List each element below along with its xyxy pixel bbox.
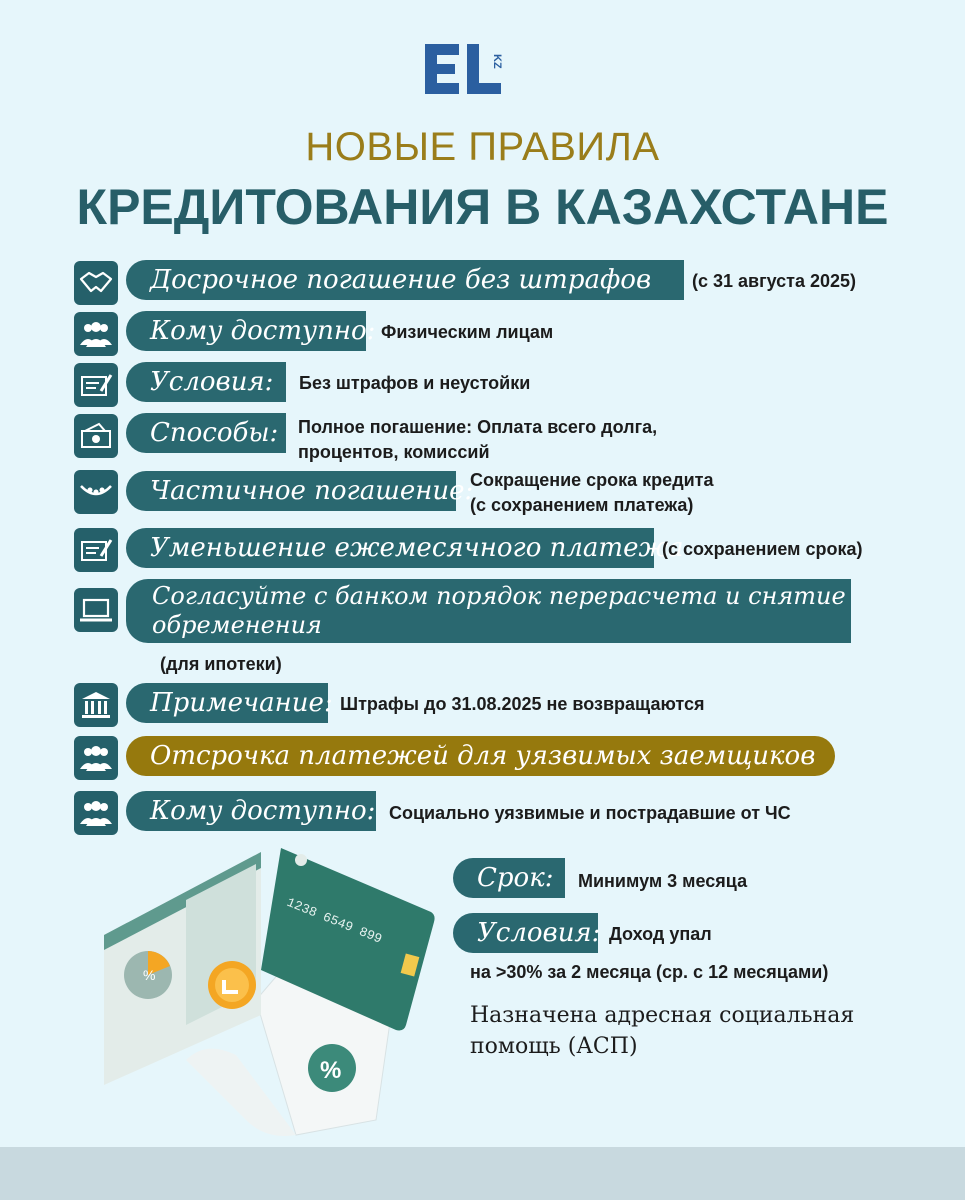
- value-methods-line1: Полное погашение: Оплата всего долга,: [298, 417, 658, 437]
- label-available-to: Кому доступно:: [126, 311, 366, 351]
- label-term: Срок:: [453, 858, 565, 898]
- value-income-dropped-line2: на >30% за 2 месяца (ср. с 12 месяцами): [470, 962, 829, 982]
- value-no-penalties: Без штрафов и неустойки: [299, 373, 531, 393]
- people-icon: [74, 791, 118, 835]
- value-early-repayment-date: (с 31 августа 2025): [692, 271, 857, 291]
- logo-sub-text: KZ: [491, 54, 503, 69]
- value-individuals: Физическим лицам: [381, 322, 554, 342]
- label-recalculation-line2: обременения: [152, 611, 322, 639]
- value-income-dropped-line1: Доход упал: [609, 924, 712, 944]
- bottom-strip: [0, 1147, 965, 1200]
- value-keep-term: (с сохранением срока): [662, 539, 863, 559]
- people-icon: [74, 312, 118, 356]
- card-number: 1238 6549 899: [284, 894, 385, 947]
- label-conditions-deferral: Условия:: [453, 913, 598, 953]
- handshake-icon: [74, 261, 118, 305]
- value-vulnerable-and-affected: Социально уязвимые и пострадавшие от ЧС: [389, 803, 791, 823]
- label-available-to-vulnerable: Кому доступно:: [126, 791, 376, 831]
- label-recalculation-line1: Согласуйте с банком порядок перерасчета и снятие: [152, 582, 846, 610]
- label-note: Примечание:: [126, 683, 328, 723]
- label-recalculation-box: [126, 579, 851, 643]
- label-early-repayment: Досрочное погашение без штрафов: [126, 260, 684, 300]
- value-partial-line2: (с сохранением платежа): [470, 495, 694, 515]
- finance-illustration: [96, 840, 446, 1140]
- page-title-line1: НОВЫЕ ПРАВИЛА: [305, 125, 660, 169]
- note-line2: помощь (АСП): [470, 1034, 638, 1059]
- check-document-icon: [74, 528, 118, 572]
- label-partial-repayment: Частичное погашение:: [126, 471, 456, 511]
- value-for-mortgage: (для ипотеки): [160, 654, 282, 674]
- label-conditions: Условия:: [126, 362, 286, 402]
- page-title-line2: КРЕДИТОВАНИЯ В КАЗАХСТАНЕ: [76, 179, 889, 235]
- note-line1: Назначена адресная социальная: [470, 1003, 855, 1028]
- laptop-icon: [74, 588, 118, 632]
- value-penalties-not-returned: Штрафы до 31.08.2025 не возвращаются: [340, 694, 705, 714]
- coins-hand-icon: [74, 470, 118, 514]
- percent-badge: %: [320, 1057, 342, 1084]
- check-document-icon: [74, 363, 118, 407]
- chart-percent-symbol: %: [143, 967, 156, 983]
- el-kz-logo: [425, 42, 535, 100]
- value-methods-line2: процентов, комиссий: [298, 442, 490, 462]
- value-min-3-months: Минимум 3 месяца: [578, 871, 748, 891]
- label-reduce-monthly-payment: Уменьшение ежемесячного платежа: [126, 528, 654, 568]
- label-methods: Способы:: [126, 413, 286, 453]
- value-partial-line1: Сокращение срока кредита: [470, 470, 714, 490]
- bank-icon: [74, 683, 118, 727]
- label-payment-deferral: Отсрочка платежей для уязвимых заемщиков: [126, 736, 835, 776]
- money-icon: [74, 414, 118, 458]
- people-icon: [74, 736, 118, 780]
